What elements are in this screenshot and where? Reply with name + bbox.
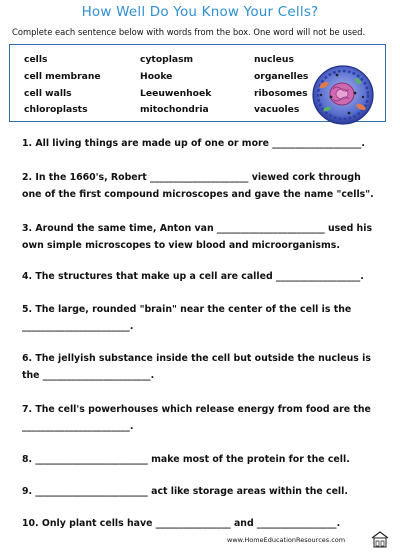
question-6 [22,350,382,384]
question-text: Only plant cells have ________________ and _________________. [41,518,341,529]
question-text: ________________________ make most of the protein for the cell. [35,454,350,465]
word-bank-item: ribosomes [254,88,308,99]
word-bank-item: Hooke [140,71,173,82]
cell-illustration-icon [311,63,375,127]
word-bank-item: cell membrane [24,71,101,82]
instructions: Complete each sentence below with words from the box. One word will not be used. [12,27,366,37]
question-number: 3. [22,223,33,234]
question-number: 10. [22,518,39,529]
question-9 [22,483,382,500]
question-text: The jellyish substance inside the cell but outside the nucleus is the _______________________. [22,353,371,381]
page-title: How Well Do You Know Your Cells? [81,4,319,20]
word-bank-item: organelles [254,71,309,82]
question-text: All living things are made up of one or more ___________________. [35,138,365,149]
house-book-icon [370,530,390,548]
question-number: 9. [22,486,33,497]
question-number: 1. [22,138,33,149]
question-number: 4. [22,271,33,282]
word-bank-item: mitochondria [140,104,209,115]
question-text: In the 1660's, Robert _____________________ viewed cork through one of the first compound microscopes and gave the name "cells". [22,172,374,200]
question-number: 6. [22,353,33,364]
word-bank-item: nucleus [254,54,294,65]
footer-url: www.HomeEducationResources.com [227,536,346,544]
question-number: 2. [22,172,33,183]
question-3 [22,220,382,254]
question-number: 8. [22,454,33,465]
question-number: 5. [22,304,33,315]
question-7 [22,401,382,435]
question-8 [22,451,382,468]
question-1 [22,135,382,152]
word-bank-item: cells [24,54,48,65]
word-bank-item: chloroplasts [24,104,88,115]
word-bank-item: vacuoles [254,104,300,115]
word-bank-item: cell walls [24,88,72,99]
question-number: 7. [22,404,33,415]
question-text: The structures that make up a cell are called __________________. [35,271,364,282]
question-5 [22,301,382,335]
question-text: The cell's powerhouses which release energy from food are the _______________________. [22,404,371,432]
question-text: Around the same time, Anton van _______________________ used his own simple microscopes to view blood and microorganisms. [22,223,373,251]
question-4 [22,268,382,285]
word-bank-item: Leeuwenhoek [140,88,212,99]
question-10 [22,515,382,532]
question-text: ________________________ act like storage areas within the cell. [35,486,348,497]
word-bank-item: cytoplasm [140,54,194,65]
question-text: The large, rounded "brain" near the center of the cell is the _______________________. [22,304,352,332]
question-2 [22,169,382,203]
